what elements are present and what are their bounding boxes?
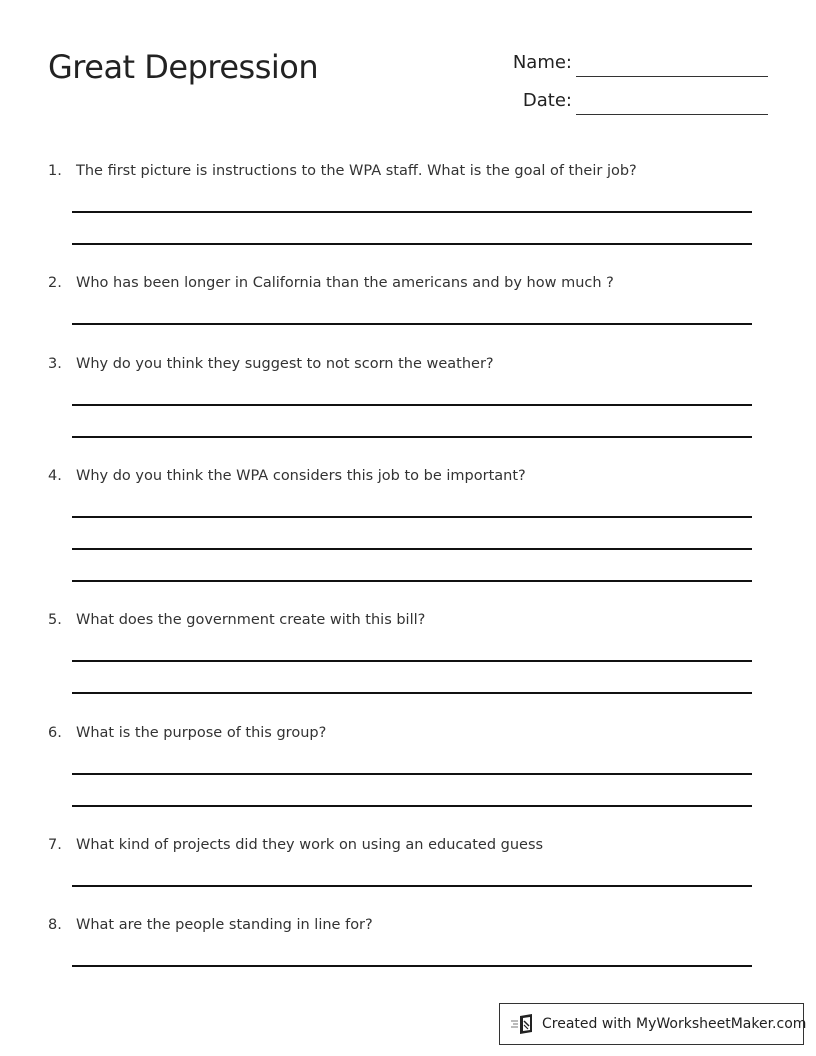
answer-line-3-2[interactable] (72, 436, 752, 438)
created-with-badge[interactable] (499, 1003, 807, 1045)
date-label: Date: (522, 90, 572, 111)
question-number: 7. (48, 837, 62, 853)
created-with-text: Created with MyWorksheetMaker.com (542, 1016, 807, 1032)
question-text: What kind of projects did they work on using an educated guess (76, 837, 544, 853)
answer-line-8-1[interactable] (72, 965, 752, 967)
question-number: 3. (48, 356, 62, 372)
question-number: 1. (48, 163, 62, 179)
date-answer-line[interactable] (576, 114, 768, 115)
name-field[interactable] (480, 47, 770, 77)
question-text: Who has been longer in California than the americans and by how much ? (76, 275, 614, 291)
question-text: What are the people standing in line for? (76, 917, 373, 933)
answer-line-1-2[interactable] (72, 243, 752, 245)
answer-line-6-2[interactable] (72, 805, 752, 807)
question-number: 8. (48, 917, 62, 933)
worksheet-maker-logo-icon (510, 1013, 536, 1035)
answer-line-4-2[interactable] (72, 548, 752, 550)
worksheet-title: Great Depression (48, 48, 319, 86)
question-text: What does the government create with this bill? (76, 612, 426, 628)
answer-line-7-1[interactable] (72, 885, 752, 887)
answer-line-4-3[interactable] (72, 580, 752, 582)
question-text: The first picture is instructions to the WPA staff. What is the goal of their job? (76, 163, 637, 179)
question-text: Why do you think they suggest to not scorn the weather? (76, 356, 494, 372)
name-label: Name: (512, 52, 572, 73)
answer-line-1-1[interactable] (72, 211, 752, 213)
date-field[interactable] (480, 85, 770, 115)
answer-line-5-1[interactable] (72, 660, 752, 662)
answer-line-5-2[interactable] (72, 692, 752, 694)
question-number: 6. (48, 725, 62, 741)
question-text: Why do you think the WPA considers this job to be important? (76, 468, 526, 484)
answer-line-3-1[interactable] (72, 404, 752, 406)
name-answer-line[interactable] (576, 76, 768, 77)
answer-line-4-1[interactable] (72, 516, 752, 518)
answer-line-6-1[interactable] (72, 773, 752, 775)
question-text: What is the purpose of this group? (76, 725, 327, 741)
question-number: 4. (48, 468, 62, 484)
question-number: 5. (48, 612, 62, 628)
question-number: 2. (48, 275, 62, 291)
answer-line-2-1[interactable] (72, 323, 752, 325)
